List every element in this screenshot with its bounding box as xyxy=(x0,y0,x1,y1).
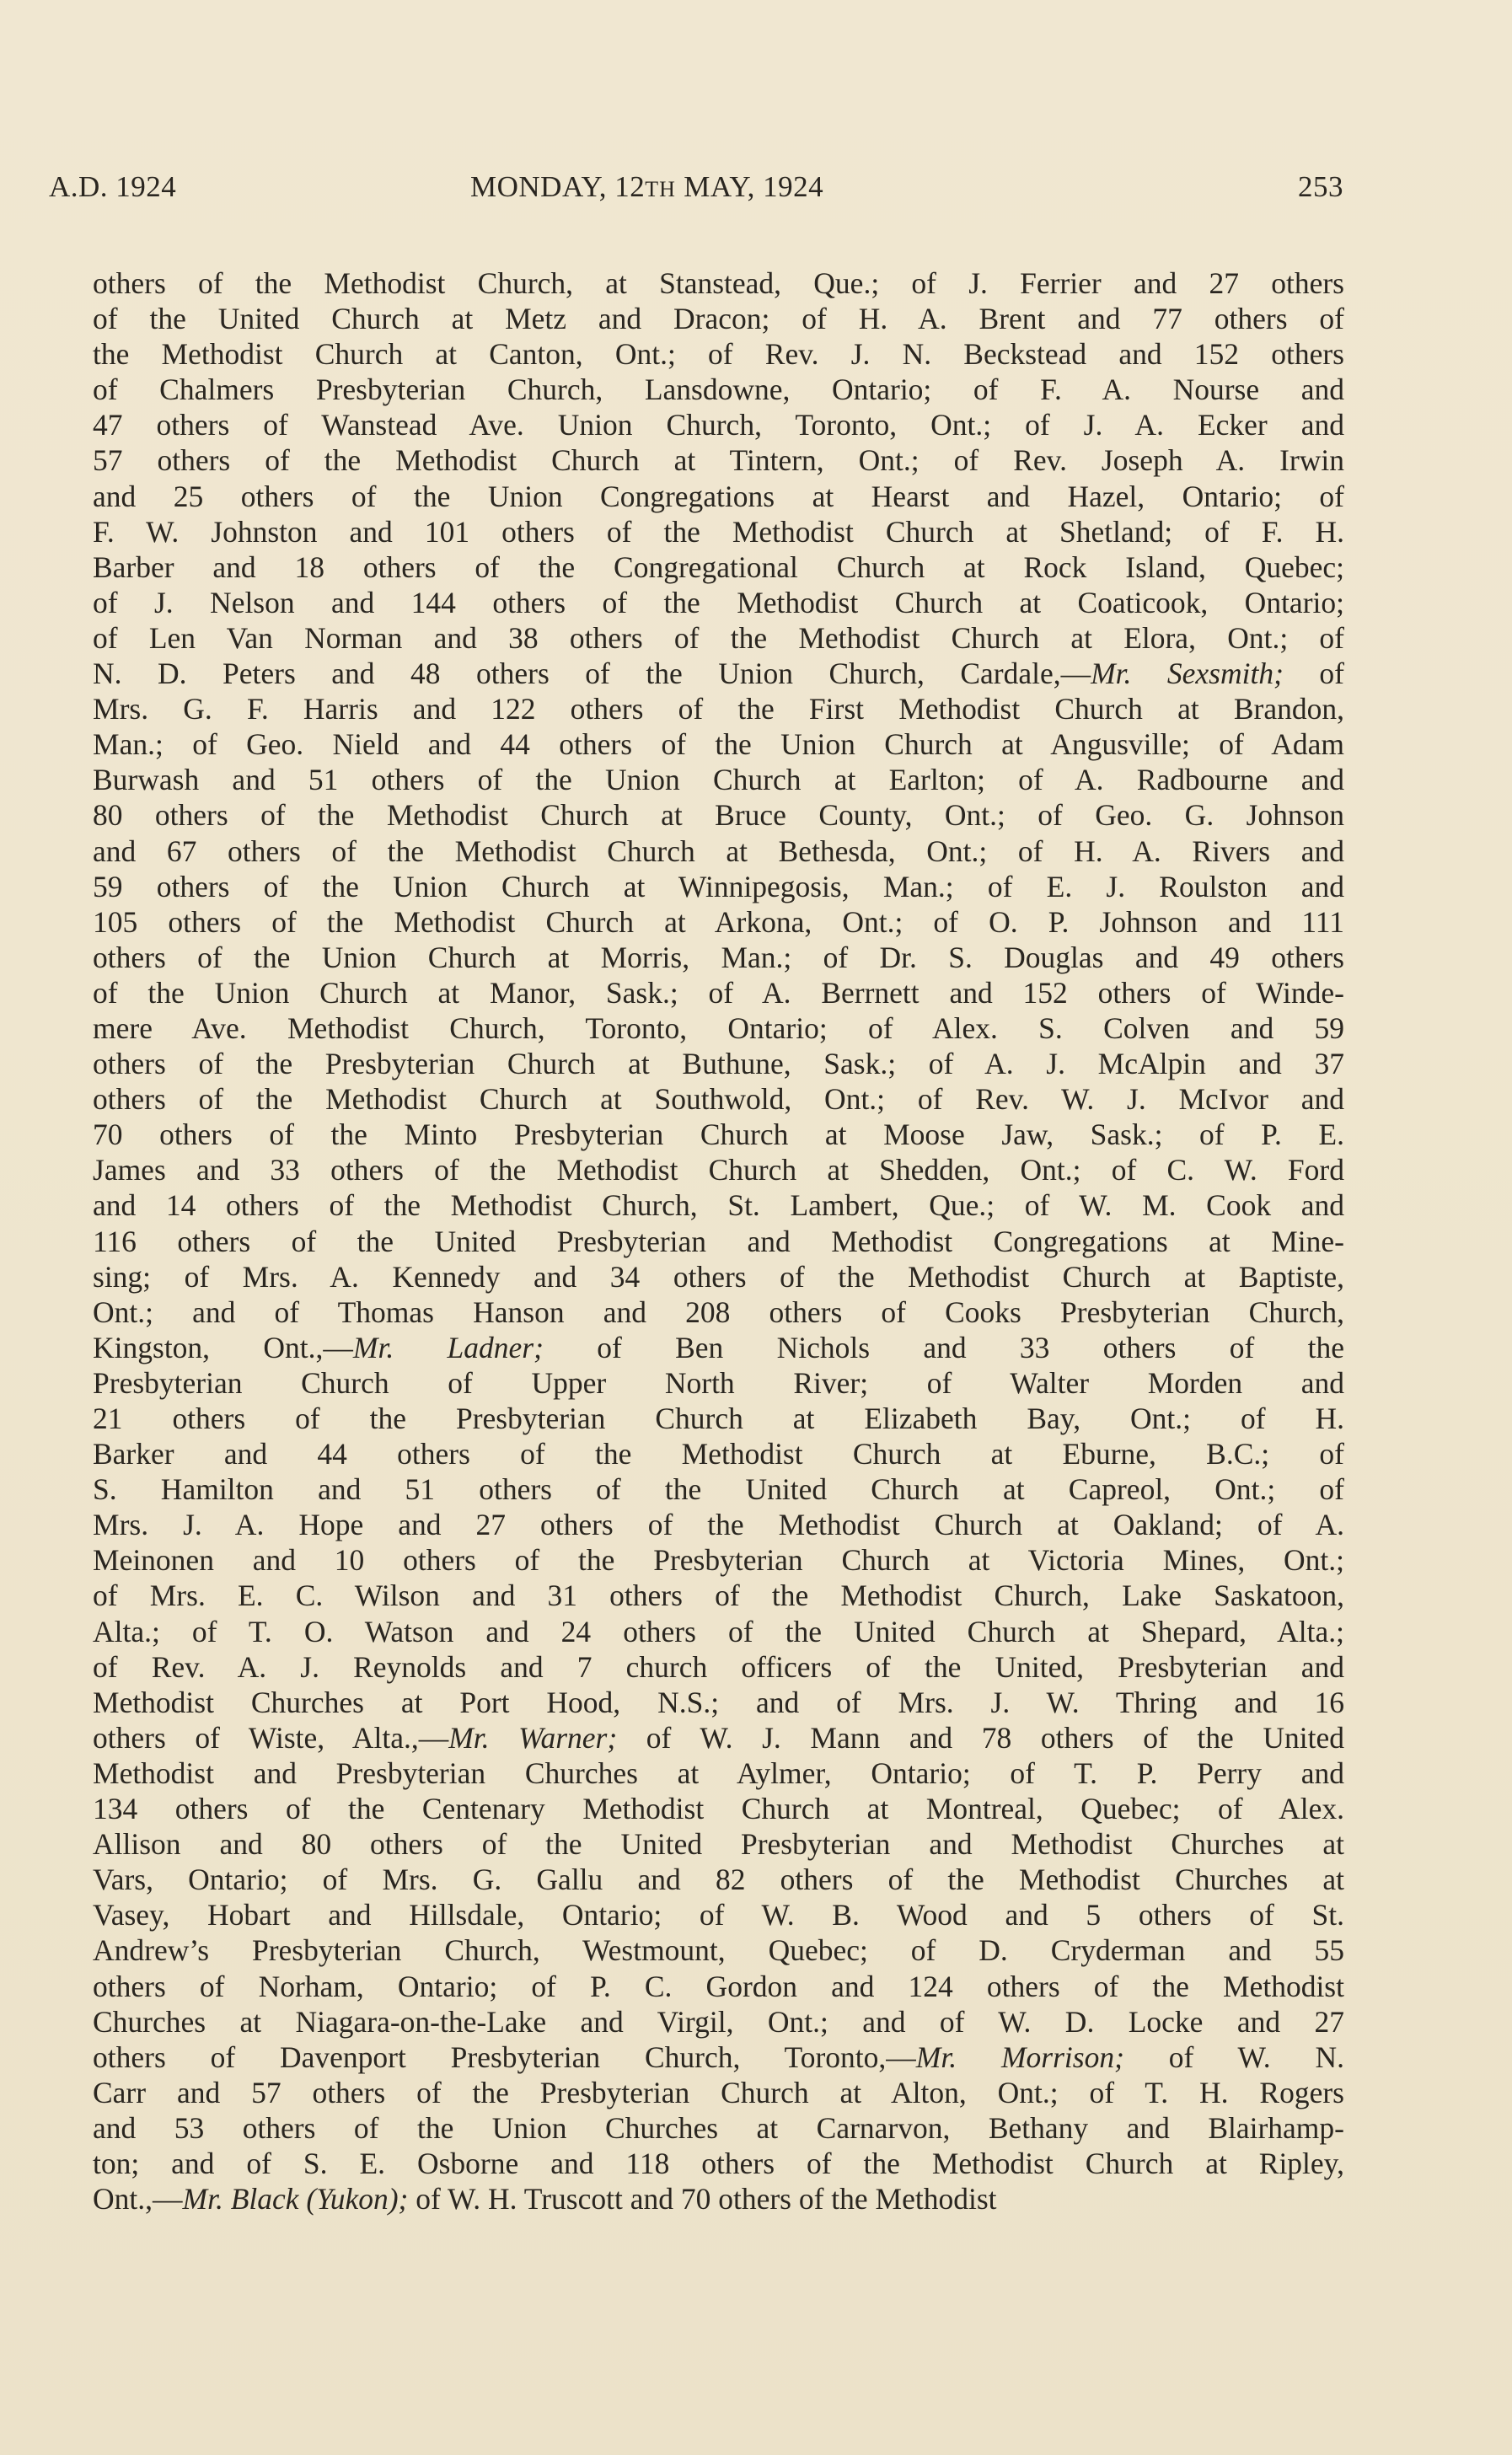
member-name: Mr. Warner; xyxy=(448,1720,618,1755)
text-line xyxy=(93,1436,1344,1471)
text-segment: James and 33 others of the Methodist Church at Shedden, Ont.; of C. W. Ford xyxy=(93,1153,1344,1187)
text-line xyxy=(93,1117,1344,1152)
text-segment: and 53 others of the Union Churches at Carnarvon, Bethany and Blairhamp- xyxy=(93,2110,1344,2145)
text-line xyxy=(93,479,1344,514)
member-name: Mr. Morrison; xyxy=(915,2040,1124,2074)
text-segment: others of the Methodist Church at Southwold, Ont.; of Rev. W. J. McIvor and xyxy=(93,1082,1344,1117)
text-line xyxy=(93,726,1344,762)
text-line xyxy=(93,1862,1344,1897)
header-date xyxy=(470,170,823,204)
text-segment: Vars, Ontario; of Mrs. G. Gallu and 82 others of the Methodist Churches at xyxy=(93,1863,1344,1897)
text-line xyxy=(93,1720,1344,1755)
text-line xyxy=(93,372,1344,407)
text-line xyxy=(93,1969,1344,2004)
text-line xyxy=(93,2040,1344,2075)
text-line xyxy=(93,265,1344,301)
text-line xyxy=(93,762,1344,797)
text-segment: Ont.; and of Thomas Hanson and 208 others of Cooks Presbyterian Church, xyxy=(93,1295,1344,1329)
text-segment: others of the Union Church at Morris, Man.; of Dr. S. Douglas and 49 others xyxy=(93,940,1344,974)
text-segment: of Ben Nichols and 33 others of the xyxy=(543,1330,1344,1364)
text-segment: Methodist and Presbyterian Churches at Aylmer, Ontario; of T. P. Perry and xyxy=(93,1755,1344,1790)
text-segment: of Chalmers Presbyterian Church, Lansdowne, Ontario; of F. A. Nourse and xyxy=(93,373,1344,407)
text-segment: Meinonen and 10 others of the Presbyterian Church at Victoria Mines, Ont.; xyxy=(93,1543,1344,1578)
text-segment: N. D. Peters and 48 others of the Union Church, Cardale,— xyxy=(93,657,1091,691)
text-segment: of Rev. A. J. Reynolds and 7 church officers of the United, Presbyterian and xyxy=(93,1649,1344,1684)
page-number: 253 xyxy=(1298,170,1343,203)
text-segment: Allison and 80 others of the United Presbyterian and Methodist Churches at xyxy=(93,1827,1344,1862)
text-segment: of Len Van Norman and 38 others of the Methodist Church at Elora, Ont.; of xyxy=(93,620,1344,655)
text-segment: Kingston, Ont.,— xyxy=(93,1330,353,1364)
text-segment: 57 others of the Methodist Church at Tintern, Ont.; of Rev. Joseph A. Irwin xyxy=(93,443,1344,478)
text-line xyxy=(93,1081,1344,1117)
text-segment: ton; and of S. E. Osborne and 118 others of the Methodist Church at Ripley, xyxy=(93,2146,1344,2180)
text-segment: Churches at Niagara-on-the-Lake and Virgil, Ont.; and of W. D. Locke and 27 xyxy=(93,2004,1344,2039)
text-line xyxy=(93,1826,1344,1862)
header-year: A.D. 1924 xyxy=(49,170,177,203)
text-segment: Methodist Churches at Port Hood, N.S.; and of Mrs. J. W. Thring and 16 xyxy=(93,1685,1344,1719)
text-segment: others of the Methodist Church, at Stanstead, Que.; of J. Ferrier and 27 others xyxy=(93,266,1344,300)
text-line xyxy=(93,2146,1344,2181)
text-segment: others of Davenport Presbyterian Church, Toronto,— xyxy=(93,2040,916,2074)
text-segment: and 67 others of the Methodist Church at Bethesda, Ont.; of H. A. Rivers and xyxy=(93,834,1344,868)
member-name: Mr. Sexsmith; xyxy=(1091,657,1284,691)
text-segment: 59 others of the Union Church at Winnipegosis, Man.; of E. J. Roulston and xyxy=(93,869,1344,903)
text-line xyxy=(93,2181,1344,2216)
text-segment: Mrs. G. F. Harris and 122 others of the First Methodist Church at Brandon, xyxy=(93,692,1344,726)
text-line xyxy=(93,1365,1344,1401)
text-line xyxy=(93,940,1344,975)
text-segment: 134 others of the Centenary Methodist Church at Montreal, Quebec; of Alex. xyxy=(93,1792,1344,1826)
text-segment: of the United Church at Metz and Dracon; of H. A. Brent and 77 others of xyxy=(93,302,1344,336)
text-segment: sing; of Mrs. A. Kennedy and 34 others of the Methodist Church at Baptiste, xyxy=(93,1259,1344,1294)
text-line xyxy=(93,904,1344,940)
text-line xyxy=(93,797,1344,833)
text-line xyxy=(93,2075,1344,2110)
text-line xyxy=(93,1187,1344,1223)
text-line xyxy=(93,1614,1344,1649)
text-segment: mere Ave. Methodist Church, Toronto, Ontario; of Alex. S. Colven and 59 xyxy=(93,1010,1344,1045)
text-segment: 21 others of the Presbyterian Church at Elizabeth Bay, Ont.; of H. xyxy=(93,1402,1344,1435)
text-line xyxy=(93,656,1344,691)
text-segment: 80 others of the Methodist Church at Bruce County, Ont.; of Geo. G. Johnson xyxy=(93,798,1344,833)
text-line xyxy=(93,1578,1344,1613)
text-segment: of J. Nelson and 144 others of the Methodist Church at Coaticook, Ontario; xyxy=(93,585,1344,619)
text-segment: Alta.; of T. O. Watson and 24 others of the United Church at Shepard, Alta.; xyxy=(93,1614,1344,1648)
text-line xyxy=(93,1259,1344,1295)
header-date-suffix-ordinal: TH xyxy=(645,177,676,201)
body-text xyxy=(93,265,1344,2216)
text-segment: Ont.,— xyxy=(93,2182,183,2216)
text-line xyxy=(93,1010,1344,1046)
text-line xyxy=(93,1330,1344,1365)
header-date-prefix: MONDAY, 12 xyxy=(470,170,646,203)
text-line xyxy=(93,1649,1344,1685)
text-line xyxy=(93,2110,1344,2146)
text-segment: Barker and 44 others of the Methodist Church at Eburne, B.C.; of xyxy=(93,1437,1344,1471)
text-line xyxy=(93,1152,1344,1187)
text-line xyxy=(93,1224,1344,1259)
text-segment: 116 others of the United Presbyterian and Methodist Congregations at Mine- xyxy=(93,1224,1344,1258)
text-segment: S. Hamilton and 51 others of the United Church at Capreol, Ont.; of xyxy=(93,1472,1344,1507)
text-segment: F. W. Johnston and 101 others of the Methodist Church at Shetland; of F. H. xyxy=(93,514,1344,549)
text-line xyxy=(93,869,1344,904)
text-line xyxy=(93,975,1344,1010)
text-line xyxy=(93,514,1344,549)
text-segment: and 14 others of the Methodist Church, St. Lambert, Que.; of W. M. Cook and xyxy=(93,1188,1344,1223)
text-line xyxy=(93,442,1344,478)
text-segment: Man.; of Geo. Nield and 44 others of the Union Church at Angusville; of Adam xyxy=(93,727,1344,762)
text-segment: of xyxy=(1283,657,1344,691)
text-segment: of W. N. xyxy=(1123,2040,1344,2074)
text-line xyxy=(93,336,1344,372)
text-segment: of W. H. Truscott and 70 others of the Methodist xyxy=(408,2182,997,2216)
text-segment: and 25 others of the Union Congregations at Hearst and Hazel, Ontario; of xyxy=(93,479,1344,513)
text-segment: others of Norham, Ontario; of P. C. Gordon and 124 others of the Methodist xyxy=(93,1969,1344,2003)
text-line xyxy=(93,620,1344,656)
text-line xyxy=(93,1897,1344,1932)
text-segment: Andrew’s Presbyterian Church, Westmount, Quebec; of D. Cryderman and 55 xyxy=(93,1933,1344,1968)
text-line xyxy=(93,549,1344,585)
text-line xyxy=(93,301,1344,336)
member-name: Mr. Black (Yukon); xyxy=(182,2182,409,2216)
text-segment: Presbyterian Church of Upper North River; of Walter Morden and xyxy=(93,1365,1344,1400)
text-segment: of the Union Church at Manor, Sask.; of A. Berrnett and 152 others of Winde- xyxy=(93,975,1344,1010)
text-line xyxy=(93,1755,1344,1791)
text-segment: others of the Presbyterian Church at Buthune, Sask.; of A. J. McAlpin and 37 xyxy=(93,1047,1344,1081)
member-name: Mr. Ladner; xyxy=(352,1330,544,1364)
text-line xyxy=(93,407,1344,442)
text-segment: of Mrs. E. C. Wilson and 31 others of the Methodist Church, Lake Saskatoon, xyxy=(93,1579,1344,1613)
text-segment: Carr and 57 others of the Presbyterian Church at Alton, Ont.; of T. H. Rogers xyxy=(93,2075,1344,2109)
text-line xyxy=(93,1791,1344,1826)
text-segment: 70 others of the Minto Presbyterian Church at Moose Jaw, Sask.; of P. E. xyxy=(93,1118,1344,1152)
text-line xyxy=(93,585,1344,620)
text-segment: Mrs. J. A. Hope and 27 others of the Methodist Church at Oakland; of A. xyxy=(93,1508,1344,1542)
text-line xyxy=(93,1295,1344,1330)
text-segment: Burwash and 51 others of the Union Church at Earlton; of A. Radbourne and xyxy=(93,763,1344,797)
text-segment: Barber and 18 others of the Congregational Church at Rock Island, Quebec; xyxy=(93,549,1344,584)
text-line xyxy=(93,1046,1344,1081)
text-line xyxy=(93,1507,1344,1542)
text-line xyxy=(93,1542,1344,1578)
text-line xyxy=(93,1685,1344,1720)
text-line xyxy=(93,1401,1344,1436)
running-head xyxy=(49,170,1343,212)
text-line xyxy=(93,1471,1344,1507)
text-segment: of W. J. Mann and 78 others of the United xyxy=(617,1720,1344,1755)
text-segment: 105 others of the Methodist Church at Arkona, Ont.; of O. P. Johnson and 111 xyxy=(93,904,1344,939)
text-segment: Vasey, Hobart and Hillsdale, Ontario; of W. B. Wood and 5 others of St. xyxy=(93,1898,1344,1932)
text-line xyxy=(93,691,1344,726)
text-segment: the Methodist Church at Canton, Ont.; of Rev. J. N. Beckstead and 152 others xyxy=(93,337,1344,372)
text-line xyxy=(93,1932,1344,1968)
header-date-suffix: MAY, 1924 xyxy=(675,170,824,203)
text-segment: others of Wiste, Alta.,— xyxy=(93,1720,449,1755)
text-line xyxy=(93,2004,1344,2040)
text-segment: 47 others of Wanstead Ave. Union Church, Toronto, Ont.; of J. A. Ecker and xyxy=(93,408,1344,442)
text-line xyxy=(93,834,1344,869)
